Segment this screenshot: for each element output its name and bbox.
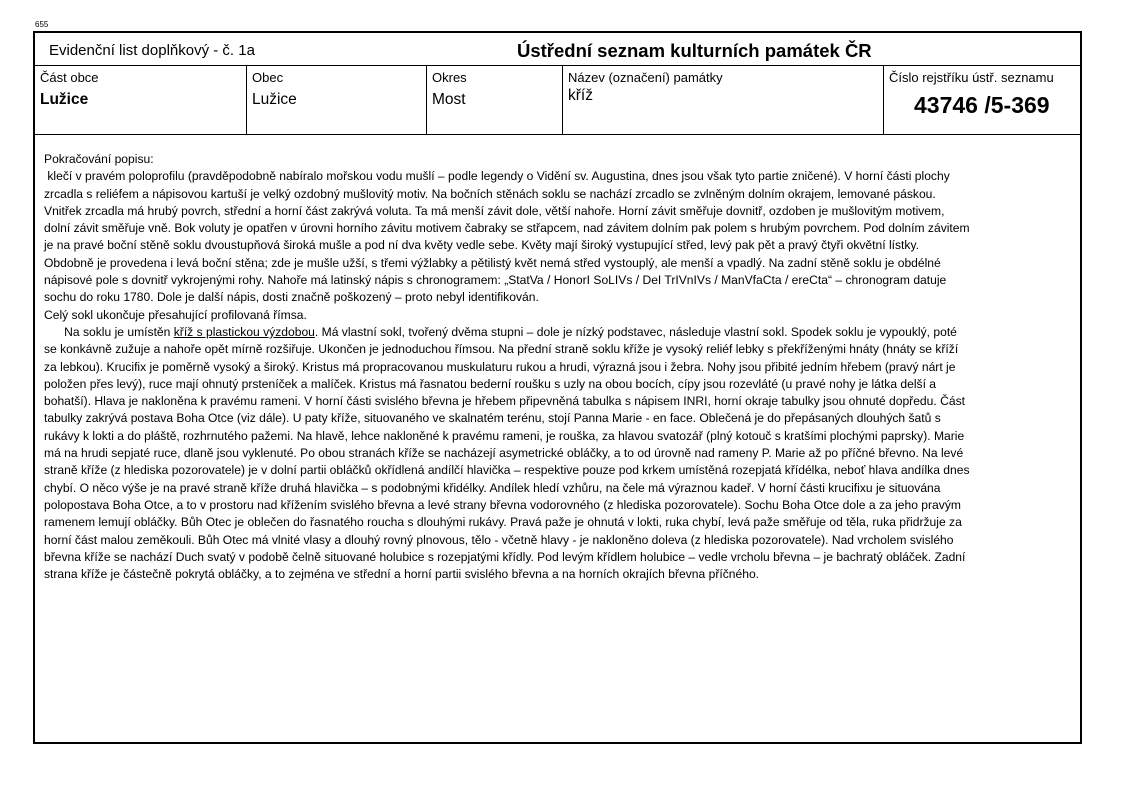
text-run: . Má vlastní sokl, tvořený dvěma stupni – dole je nízký podstavec, následuje vlastní sokl. Spodek soklu je vypouklý, poté: [314, 324, 957, 339]
text-line: sochu do roku 1780. Dole je další nápis, dosti značně poškozený – proto nebyl identifikován.: [44, 290, 539, 305]
underlined-term: kříž s plastickou výzdobou: [173, 324, 315, 339]
field-value: kříž: [568, 87, 593, 104]
record-card: [33, 31, 1082, 744]
text-line: Vnitřek zrcadla má hrubý povrch, střední a horní část zakrývá voluta. Ta má menší závit dole, větší nahoře. Horní závit směřuje dovnitř, ozdoben je mušlovitým motivem,: [44, 203, 945, 218]
field-label: Část obce: [40, 70, 99, 85]
field-obec: [247, 66, 427, 134]
text-line: břevna kříže se nachází Duch svatý v podobě čelně situované holubice s rozepjatými křídly. Pod levým křídlem holubice – vedle vrcholu břevna – je bachratý obláček. Zadní: [44, 549, 966, 564]
text-line: chybí. O něco výše je na pravé straně kříže druhá hlavička – s podobnými křidélky. Andílek hledí vzhůru, na čele má výraznou kadeř. V horní části krucifixu je situována: [44, 480, 941, 495]
text-line: rukávy k lokti a do pláště, rozhrnutého pažemi. Na hlavě, lehce nakloněné k pravému rameni, je rouška, za hlavou svatozář (plný kotouč s kratšími plochými paprsky). Marie: [44, 428, 965, 443]
field-cast-obce: [35, 66, 247, 134]
field-okres: [427, 66, 563, 134]
text-line: má na hrudi sepjaté ruce, dlaně jsou vyklenuté. Po obou stranách kříže se nacházejí asymetrické obláčky, a to od úrovně nad rameny P. Marie až po příčné břevno. Na levé: [44, 446, 964, 461]
field-label: Název (označení) památky: [568, 70, 723, 85]
text-line: položen přes levý), ruce mají ohnutý prsteníček a malíček. Kristus má řasnatou bederní roušku s uzly na obou bocích, cípy jsou rozevláté (u pravé nohy je látka delší a: [44, 376, 937, 391]
description-text: [44, 151, 1069, 583]
text-line: straně kříže (z hlediska pozorovatele) je v dolní partii obláčků okřídlená andílčí hlavička – respektive pouze pod krkem umístěná rozepjatá křídélka, neboť hlava andílka dnes: [44, 463, 970, 478]
text-line: se konkávně zužuje a nahoře opět mírně rozšiřuje. Ukončen je jednoduchou římsou. Na přední straně soklu kříže je vysoký reliéf lebky s překříženými hnáty (hnáty se kříží: [44, 342, 959, 357]
text-line: je na pravé boční stěně soklu dvoustupňová široká mušle a pod ní dva květy vedle sebe. Květy mají široký vystupující střed, levý pak pět a pravý čtyři okvětní lístky.: [44, 238, 919, 253]
field-label: Okres: [432, 70, 467, 85]
text-line: strana kříže je částečně pokrytá obláčky, a to zejména ve střední a horní partii svislého břevna a na horních okrajích břevna příčného.: [44, 567, 760, 582]
text-line: Pokračování popisu:: [44, 152, 154, 166]
text-line: zrcadla s reliéfem a nápisovou kartuší je velký ozdobný mušlovitý motiv. Na bočních stěnách soklu se nachází zrcadlo se zvlněným dolním okrajem, lemované páskou.: [44, 186, 936, 201]
field-value: Most: [432, 91, 466, 108]
text-line: dolní závit směřuje vně. Bok voluty je opatřen v úrovni horního závitu motivem čabraky se střapcem, nad závitem dolním pak polem s hrubým povrchem. Pod dolním závitem: [44, 221, 970, 236]
text-line: [44, 324, 1069, 341]
card-header: [35, 33, 1080, 66]
registry-title: Ústřední seznam kulturních památek ČR: [517, 40, 872, 61]
field-label: Obec: [252, 70, 284, 85]
form-name: Evidenční list doplňkový - č. 1a: [49, 42, 255, 59]
text-line: Celý sokl ukončuje přesahující profilovaná římsa.: [44, 307, 307, 322]
field-value: Lužice: [40, 91, 89, 108]
text-line: za lebkou). Krucifix je poměrně vysoký a široký. Kristus má propracovanou muskulaturu rukou a hrudi, výrazná jsou i žebra. Nohy jsou přibité jedním hřebem (pravý nárt je: [44, 359, 956, 374]
text-line: horní část malou zeměkouli. Bůh Otec má vlnité vlasy a dlouhý rovný plnovous, tělo - včetně hlavy - je nakloněno doleva (z hlediska pozorovatele). Nad vrcholem svislého: [44, 532, 954, 547]
field-cislo-rejstriku: [884, 66, 1080, 134]
field-nazev: [563, 66, 884, 134]
text-line: tabulky zakrývá postava Boha Otce (viz dále). U paty kříže, situovaného ve skalnatém terénu, stojí Panna Marie - en face. Oblečená je do přepásaných dlouhých šatů s: [44, 411, 941, 426]
text-line: Obdobně je provedena i levá boční stěna; zde je mušle užší, s třemi výžlabky a pětilistý květ nemá střed vystouplý, ale menší a vpadlý. Na zadní stěně soklu je obdélné: [44, 255, 941, 270]
field-value: Lužice: [252, 91, 297, 108]
text-line: bohatší). Hlava je nakloněna k pravému rameni. V horní části svislého břevna je hřebem připevněná tabulka s nápisem INRI, horní okraje tabulky jsou ohnuté dopředu. Část: [44, 394, 965, 409]
text-line: ramenem lemují obláčky. Bůh Otec je oblečen do řasnatého roucha s dlouhými rukávy. Pravá paže je ohnutá v lokti, ruka chybí, levá paže směřuje od těla, ruka přidržuje za: [44, 515, 962, 530]
page-number: 655: [35, 20, 49, 29]
text-line: nápisové pole s dovnitř vykrojenými rohy. Nahoře má latinský nápis s chronogramem: „StatVa / HonorI SoLIVs / DeI TrIVnIVs / ManVfaCta / ereCta“ – chronogram datuje: [44, 273, 947, 288]
text-line: polopostava Boha Otce, a to v prostoru nad křížením svislého břevna a levé strany břevna vodorovného (z hlediska pozorovatele). Sochu Boha Otce dole a za jeho pravým: [44, 497, 961, 512]
registry-number: 43746 /5-369: [914, 92, 1050, 118]
fields-row: [35, 66, 1080, 135]
field-label: Číslo rejstříku ústř. seznamu: [889, 70, 1054, 85]
text-line: klečí v pravém poloprofilu (pravděpodobně nabíralo mořskou vodu mušlí – podle legendy o Vidění sv. Augustina, dnes jsou však tyto partie zničené). V horní části plochy: [44, 169, 950, 184]
text-run: Na soklu je umístěn: [64, 324, 174, 339]
paragraph-indent: [44, 325, 64, 339]
